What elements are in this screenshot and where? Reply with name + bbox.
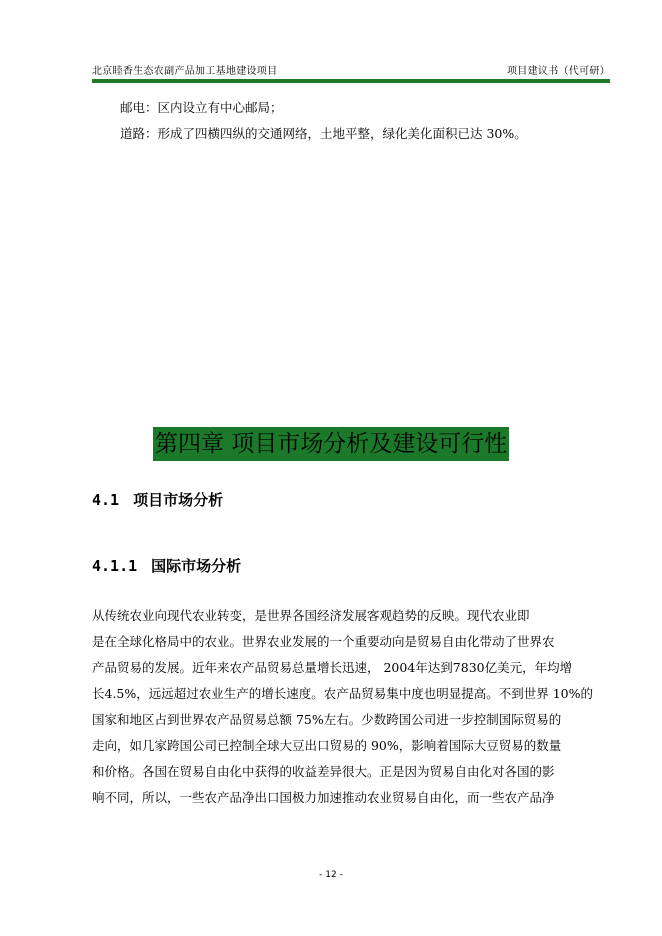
header-document-type: 项目建议书（代可研） [507, 66, 610, 77]
paragraph-line: 走向，如几家跨国公司已控制全球大豆出口贸易的 90%，影响着国际大豆贸易的数量 [92, 738, 562, 753]
section-number: 4.1.1 [92, 557, 138, 575]
page-header [92, 60, 610, 78]
section-heading-4-1 [92, 489, 223, 510]
chapter-title: 第四章 项目市场分析及建设可行性 [153, 427, 509, 461]
text-line-postal: 邮电：区内设立有中心邮局； [120, 100, 283, 115]
paragraph-line: 是在全球化格局中的农业。世界农业发展的一个重要动向是贸易自由化带动了世界农 [92, 634, 555, 649]
section-title: 项目市场分析 [133, 491, 224, 509]
paragraph-line: 从传统农业向现代农业转变，是世界各国经济发展客观趋势的反映。现代农业即 [92, 608, 530, 623]
paragraph-line: 产品贸易的发展。近年来农产品贸易总量增长迅速， 2004年达到7830亿美元，年均增 [92, 660, 573, 675]
section-number: 4.1 [92, 491, 120, 509]
text-line-road: 道路：形成了四横四纵的交通网络，土地平整，绿化美化面积已达 30%。 [120, 126, 527, 141]
paragraph-line: 国家和地区占到世界农产品贸易总额 75%左右。少数跨国公司进一步控制国际贸易的 [92, 712, 562, 727]
paragraph-line: 和价格。各国在贸易自由化中获得的收益差异很大。正是因为贸易自由化对各国的影 [92, 764, 555, 779]
paragraph-line: 长4.5%，远远超过农业生产的增长速度。农产品贸易集中度也明显提高。不到世界 10%的 [92, 686, 594, 701]
section-title: 国际市场分析 [151, 557, 242, 575]
header-project-title: 北京睦香生态农副产品加工基地建设项目 [92, 66, 278, 77]
header-rule [92, 79, 610, 83]
paragraph-line: 响不同，所以，一些农产品净出口国极力加速推动农业贸易自由化，而一些农产品净 [92, 790, 555, 805]
page-number: - 12 - [319, 870, 343, 880]
section-heading-4-1-1 [92, 555, 241, 576]
